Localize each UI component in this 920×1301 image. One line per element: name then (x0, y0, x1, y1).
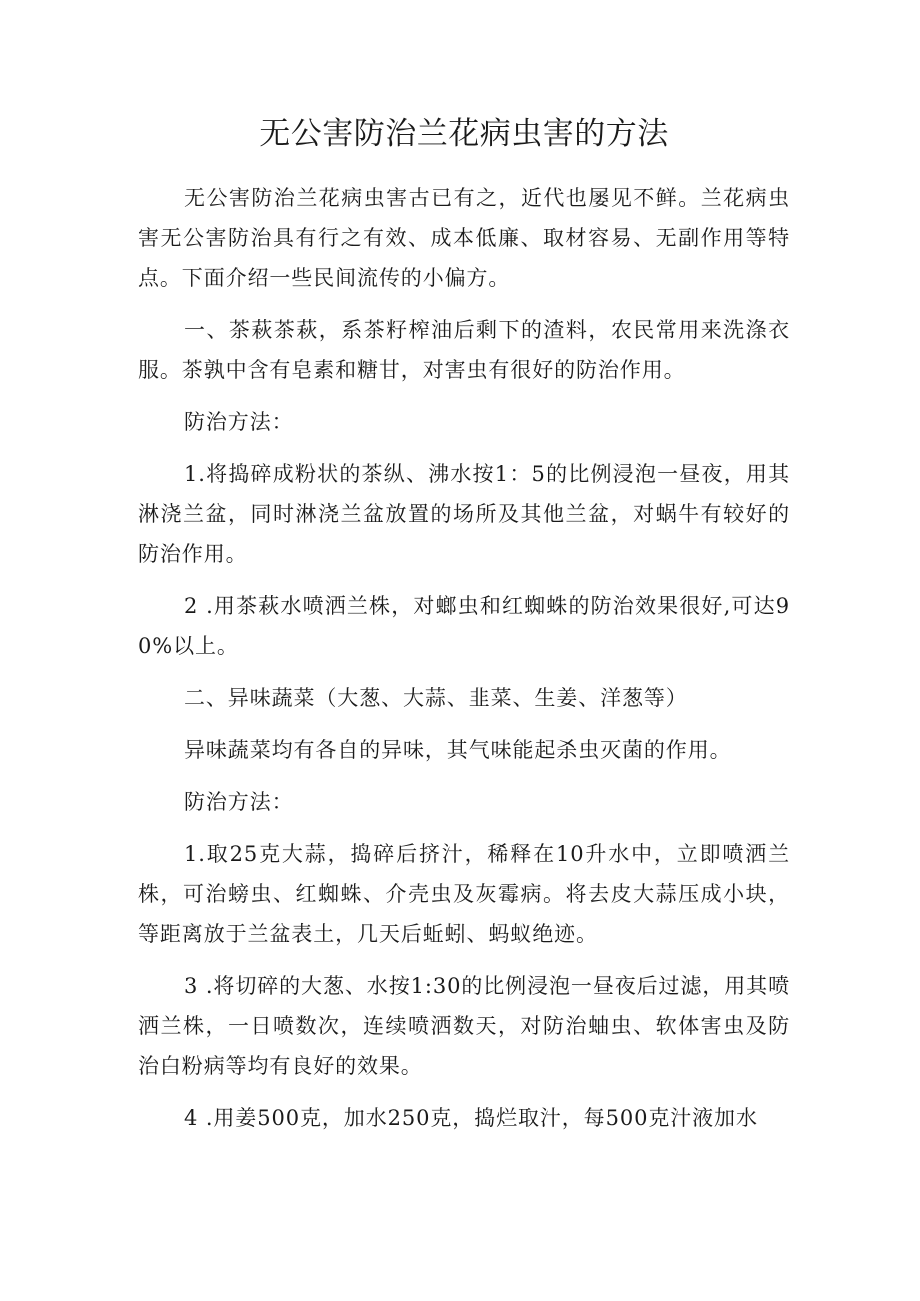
paragraph-section-1-heading: 一、茶萩茶萩，系茶籽榨油后剩下的渣料，农民常用来洗涤衣服。茶孰中含有皂素和糖甘，对害虫有很好的防治作用。 (138, 318, 790, 382)
paragraph-ginger-method: 4 .用姜500克，加水250克，捣烂取汁，每500克汁液加水 (184, 1106, 758, 1130)
paragraph-garlic-method: 1.取25克大蒜，捣碎后挤汁，稀释在10升水中，立即喷洒兰株，可治螃虫、红蜘蛛、介壳虫及灰霉病。将去皮大蒜压成小块，等距离放于兰盆表土，几天后蚯蚓、蚂蚁绝迹。 (138, 842, 790, 946)
paragraph-method-label: 防治方法： (184, 410, 294, 434)
document-title: 无公害防治兰花病虫害的方法 (259, 116, 669, 152)
paragraph-section-2-desc: 异味蔬菜均有各自的异味，其气味能起杀虫灭菌的作用。 (184, 738, 732, 762)
paragraph-onion-method: 3 .将切碎的大葱、水按1:30的比例浸泡一昼夜后过滤，用其喷洒兰株，一日喷数次，连续喷洒数天，对防治蚰虫、软体害虫及防治白粉病等均有良好的效果。 (138, 974, 790, 1078)
paragraph-method-label-2: 防治方法： (184, 790, 294, 814)
paragraph-method-2: 2 .用茶萩水喷洒兰株，对螂虫和红蜘蛛的防治效果很好,可达90%以上。 (138, 594, 790, 658)
paragraph-method-1: 1.将捣碎成粉状的茶纵、沸水按1：5的比例浸泡一昼夜，用其淋浇兰盆，同时淋浇兰盆放置的场所及其他兰盆，对蜗牛有较好的防治作用。 (138, 462, 790, 566)
paragraph-intro: 无公害防治兰花病虫害古已有之，近代也屡见不鲜。兰花病虫害无公害防治具有行之有效、成本低廉、取材容易、无副作用等特点。下面介绍一些民间流传的小偏方。 (138, 186, 790, 290)
paragraph-section-2-heading: 二、异味蔬菜（大葱、大蒜、韭菜、生姜、洋葱等） (184, 686, 688, 710)
